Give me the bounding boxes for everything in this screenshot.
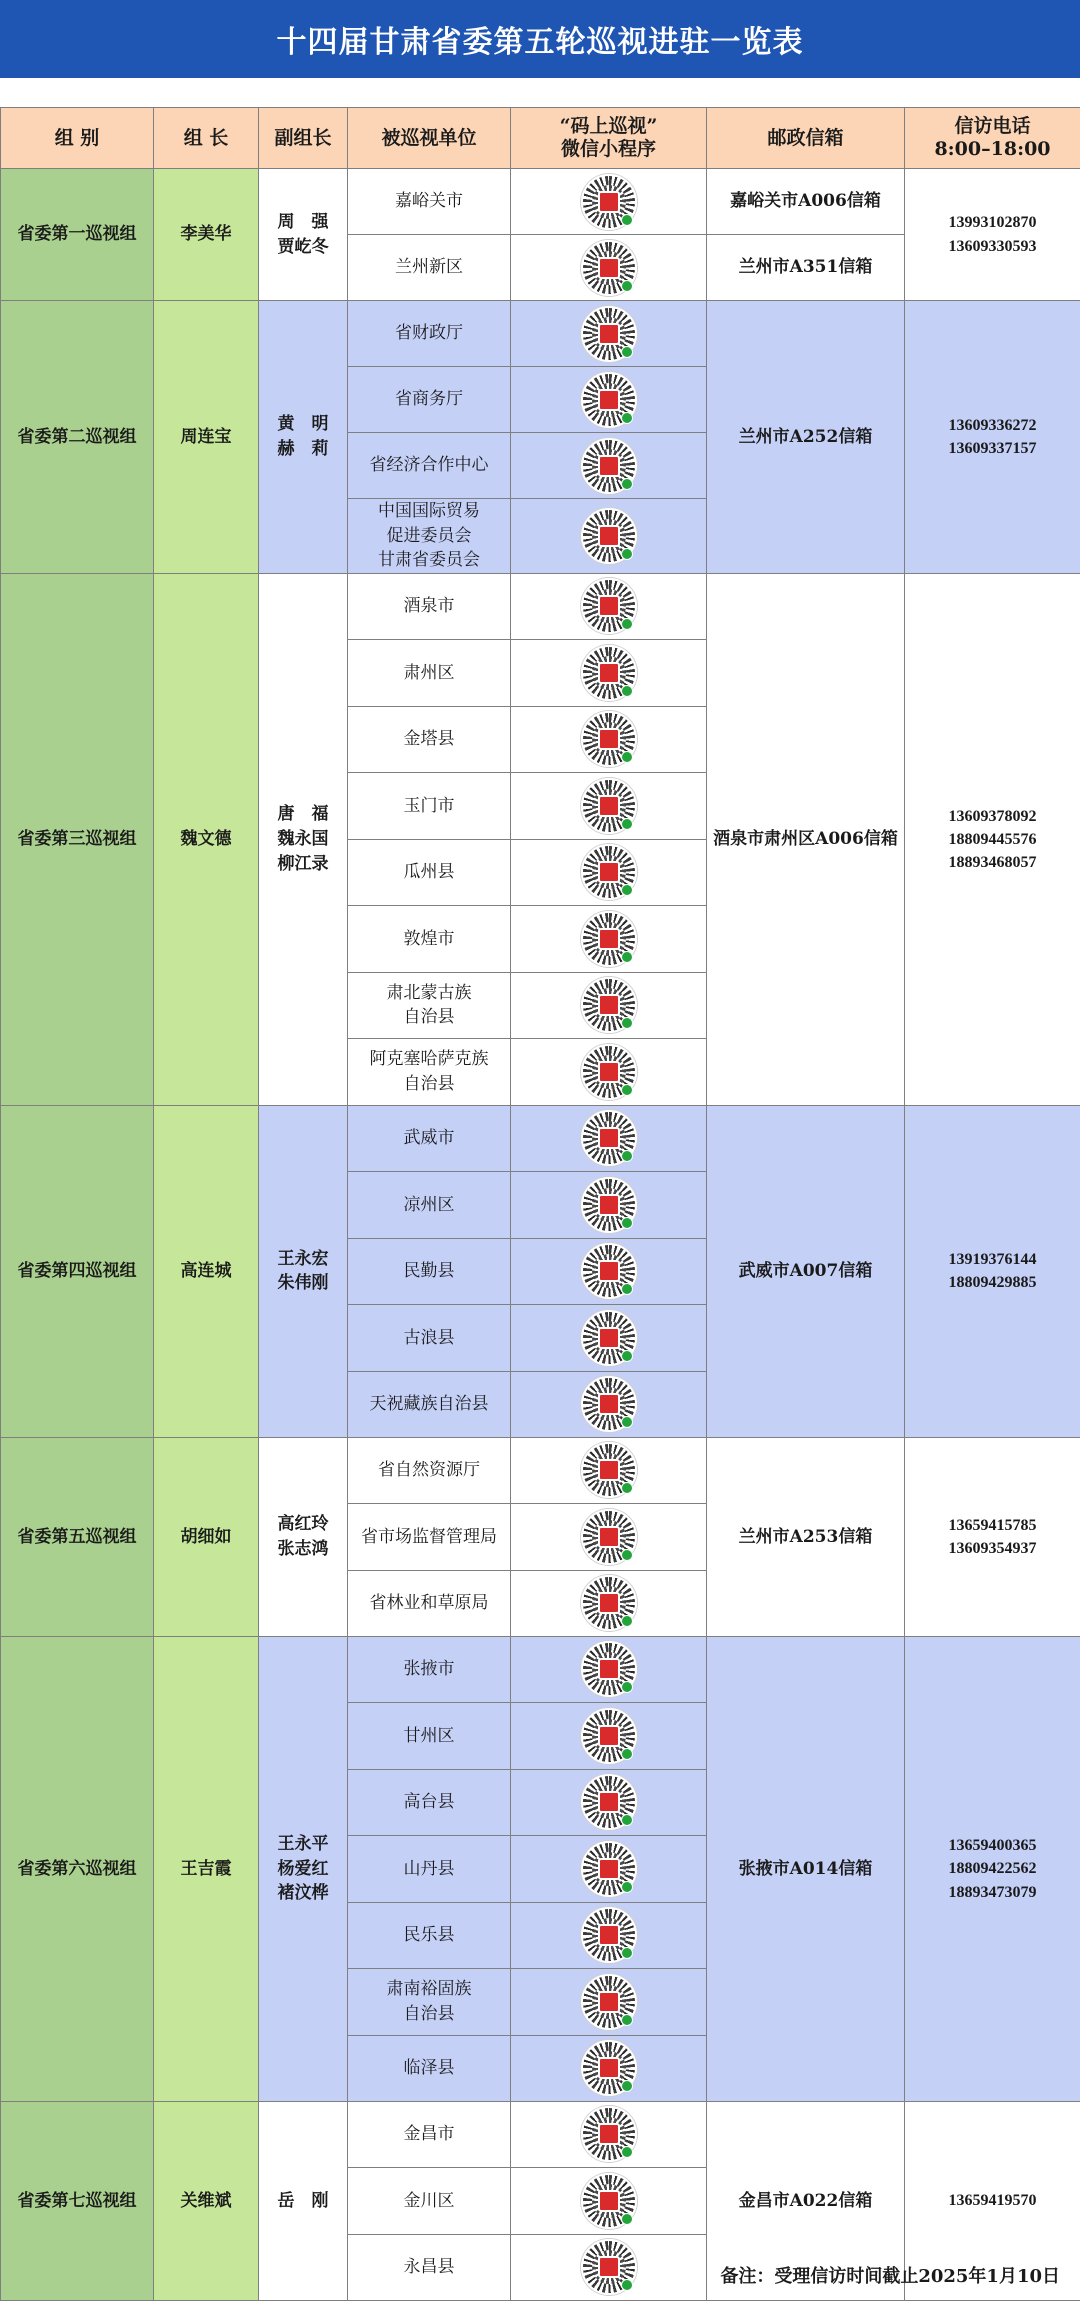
wechat-mini-program-qr-code-icon[interactable] — [581, 2106, 637, 2162]
qr-center-logo-icon — [598, 2190, 620, 2212]
inspected-unit — [348, 235, 511, 301]
qr-center-logo-icon — [598, 1459, 620, 1481]
qr-cell — [511, 1968, 707, 2035]
inspected-unit-line: 省自然资源厅 — [378, 1460, 480, 1481]
petition-phone-number: 18893468057 — [948, 854, 1037, 872]
wechat-mini-program-qr-code-icon[interactable] — [581, 1641, 637, 1697]
deputy-leader-name: 张志鸿 — [277, 1538, 329, 1559]
deputy-leader-name: 朱伟刚 — [277, 1273, 329, 1294]
deputy-leader-name: 周 强 — [277, 211, 329, 232]
qr-center-logo-icon — [598, 1725, 620, 1747]
petition-phone-number: 13609336272 — [948, 416, 1037, 434]
petition-phones — [905, 573, 1080, 1105]
postal-mailbox: 嘉峪关市A006信箱 — [707, 169, 905, 235]
qr-cell — [511, 1570, 707, 1636]
wechat-check-icon — [621, 2080, 633, 2092]
inspected-unit — [348, 1902, 511, 1968]
wechat-check-icon — [621, 1017, 633, 1029]
deputy-leaders — [259, 301, 348, 574]
wechat-check-icon — [621, 1947, 633, 1959]
inspected-unit-line: 武威市 — [403, 1128, 455, 1149]
wechat-check-icon — [621, 751, 633, 763]
group-name: 省委第七巡视组 — [1, 2101, 154, 2300]
inspected-unit-line: 兰州新区 — [395, 257, 463, 278]
qr-cell — [511, 706, 707, 772]
inspected-unit — [348, 1238, 511, 1304]
qr-cell — [511, 839, 707, 905]
qr-center-logo-icon — [598, 323, 620, 345]
inspected-unit-line: 天祝藏族自治县 — [369, 1394, 489, 1415]
qr-center-logo-icon — [598, 1592, 620, 1614]
wechat-mini-program-qr-code-icon[interactable] — [581, 1708, 637, 1764]
qr-center-logo-icon — [598, 1791, 620, 1813]
wechat-check-icon — [621, 478, 633, 490]
qr-center-logo-icon — [598, 595, 620, 617]
qr-cell — [511, 972, 707, 1038]
inspected-unit-line: 民乐县 — [403, 1925, 455, 1946]
qr-cell — [511, 367, 707, 433]
group-name: 省委第三巡视组 — [1, 573, 154, 1105]
qr-center-logo-icon — [598, 994, 620, 1016]
wechat-mini-program-qr-code-icon[interactable] — [581, 911, 637, 967]
deputy-leader-name: 杨爱红 — [277, 1858, 329, 1879]
deputy-leader-name: 魏永国 — [277, 829, 329, 850]
wechat-check-icon — [621, 1681, 633, 1693]
qr-center-logo-icon — [598, 1260, 620, 1282]
petition-phone-number: 13609330593 — [948, 237, 1037, 255]
inspected-unit-line: 玉门市 — [403, 795, 455, 816]
deputy-leaders — [259, 169, 348, 301]
petition-phone-number: 13609337157 — [948, 439, 1037, 457]
wechat-check-icon — [621, 1416, 633, 1428]
inspected-unit — [348, 169, 511, 235]
inspected-unit-line: 永昌县 — [403, 2257, 455, 2278]
header-deputy: 副组长 — [259, 108, 348, 169]
inspected-unit-line: 肃州区 — [403, 662, 455, 683]
petition-phone-number: 18809429885 — [948, 1274, 1037, 1292]
petition-phones — [905, 1105, 1080, 1437]
deputy-leader-name: 高红玲 — [277, 1514, 329, 1535]
qr-center-logo-icon — [598, 2057, 620, 2079]
wechat-mini-program-qr-code-icon[interactable] — [581, 645, 637, 701]
wechat-mini-program-qr-code-icon[interactable] — [581, 306, 637, 362]
deputy-leader-name: 赫 莉 — [277, 438, 329, 459]
header-phone-line1: 信访电话 — [954, 115, 1031, 138]
deputy-leader-name: 贾屹冬 — [277, 236, 329, 257]
inspected-unit-line: 瓜州县 — [403, 862, 455, 883]
wechat-mini-program-qr-code-icon[interactable] — [581, 1774, 637, 1830]
header-phone-line2: 8:00–18:00 — [934, 138, 1051, 160]
wechat-check-icon — [621, 412, 633, 424]
inspected-unit-line: 省林业和草原局 — [369, 1593, 489, 1614]
wechat-mini-program-qr-code-icon[interactable] — [581, 1575, 637, 1631]
qr-center-logo-icon — [598, 728, 620, 750]
inspection-roster-table — [0, 107, 1080, 2301]
wechat-mini-program-qr-code-icon[interactable] — [581, 1243, 637, 1299]
inspected-unit-line: 民勤县 — [403, 1261, 455, 1282]
group-name: 省委第四巡视组 — [1, 1105, 154, 1437]
deputy-leader-name: 柳江录 — [277, 853, 329, 874]
postal-mailbox: 兰州市A253信箱 — [707, 1437, 905, 1636]
inspected-unit — [348, 639, 511, 706]
wechat-check-icon — [621, 884, 633, 896]
wechat-mini-program-qr-code-icon[interactable] — [581, 2173, 637, 2229]
inspected-unit-line: 促进委员会 — [386, 525, 472, 546]
wechat-check-icon — [621, 346, 633, 358]
inspected-unit-line: 嘉峪关市 — [395, 191, 463, 212]
wechat-check-icon — [621, 1615, 633, 1627]
inspected-unit-line: 甘肃省委员会 — [378, 550, 480, 571]
inspected-unit-line: 山丹县 — [403, 1858, 455, 1879]
inspected-unit — [348, 706, 511, 772]
inspected-unit-line: 中国国际贸易 — [378, 501, 480, 521]
group-leader: 周连宝 — [154, 301, 259, 574]
wechat-mini-program-qr-code-icon[interactable] — [581, 438, 637, 494]
inspected-unit-line: 敦煌市 — [403, 928, 455, 949]
inspected-unit-line: 肃北蒙古族 — [386, 982, 472, 1003]
deputy-leaders — [259, 573, 348, 1105]
inspected-unit — [348, 2167, 511, 2234]
deputy-leader-name: 王永平 — [277, 1833, 329, 1854]
deputy-leader-name: 岳 刚 — [277, 2190, 329, 2211]
qr-cell — [511, 1769, 707, 1835]
qr-center-logo-icon — [598, 1194, 620, 1216]
inspected-unit — [348, 301, 511, 367]
qr-center-logo-icon — [598, 257, 620, 279]
inspected-unit-line: 酒泉市 — [403, 596, 455, 617]
wechat-check-icon — [621, 618, 633, 630]
qr-cell — [511, 1636, 707, 1702]
inspected-unit-line: 高台县 — [403, 1792, 455, 1813]
inspected-unit — [348, 1835, 511, 1902]
wechat-mini-program-qr-code-icon[interactable] — [581, 174, 637, 230]
wechat-check-icon — [621, 1350, 633, 1362]
wechat-mini-program-qr-code-icon[interactable] — [581, 1110, 637, 1166]
wechat-check-icon — [621, 1881, 633, 1893]
qr-cell — [511, 1702, 707, 1769]
wechat-mini-program-qr-code-icon[interactable] — [581, 1907, 637, 1963]
qr-cell — [511, 1304, 707, 1371]
qr-cell — [511, 1105, 707, 1171]
wechat-mini-program-qr-code-icon[interactable] — [581, 711, 637, 767]
petition-phone-number: 13609378092 — [948, 807, 1037, 825]
wechat-check-icon — [621, 2014, 633, 2026]
qr-center-logo-icon — [598, 1526, 620, 1548]
qr-center-logo-icon — [598, 1658, 620, 1680]
wechat-mini-program-qr-code-icon[interactable] — [581, 1310, 637, 1366]
qr-center-logo-icon — [598, 525, 620, 547]
inspected-unit — [348, 1304, 511, 1371]
wechat-mini-program-qr-code-icon[interactable] — [581, 2040, 637, 2096]
header-post: 邮政信箱 — [707, 108, 905, 169]
wechat-mini-program-qr-code-icon[interactable] — [581, 1442, 637, 1498]
header-phone — [905, 108, 1080, 169]
table-row — [1, 1105, 1080, 1171]
qr-cell — [511, 1437, 707, 1503]
deputy-leader-name: 唐 福 — [277, 804, 329, 825]
inspected-unit — [348, 2035, 511, 2101]
petition-phone-number: 18809445576 — [948, 830, 1037, 848]
qr-cell — [511, 1503, 707, 1570]
qr-cell — [511, 1902, 707, 1968]
postal-mailbox: 兰州市A351信箱 — [707, 235, 905, 301]
header-leader: 组 长 — [154, 108, 259, 169]
wechat-mini-program-qr-code-icon[interactable] — [581, 844, 637, 900]
inspected-unit-line: 金塔县 — [403, 729, 455, 750]
wechat-check-icon — [621, 818, 633, 830]
qr-center-logo-icon — [598, 1858, 620, 1880]
wechat-check-icon — [621, 1084, 633, 1096]
inspected-unit — [348, 367, 511, 433]
inspected-unit — [348, 1769, 511, 1835]
table-row — [1, 1636, 1080, 1702]
group-name: 省委第一巡视组 — [1, 169, 154, 301]
inspected-unit-line: 省商务厅 — [395, 389, 463, 410]
qr-cell — [511, 639, 707, 706]
qr-center-logo-icon — [598, 861, 620, 883]
wechat-mini-program-qr-code-icon[interactable] — [581, 240, 637, 296]
inspected-unit — [348, 1437, 511, 1503]
qr-cell — [511, 1171, 707, 1238]
qr-center-logo-icon — [598, 1924, 620, 1946]
table-row — [1, 1437, 1080, 1503]
wechat-check-icon — [621, 548, 633, 560]
postal-mailbox: 酒泉市肃州区A006信箱 — [707, 573, 905, 1105]
wechat-mini-program-qr-code-icon[interactable] — [581, 372, 637, 428]
wechat-check-icon — [621, 1217, 633, 1229]
deputy-leaders — [259, 1105, 348, 1437]
group-leader: 王吉霞 — [154, 1636, 259, 2101]
deputy-leaders — [259, 1636, 348, 2101]
petition-phone-number: 13609354937 — [948, 1539, 1037, 1557]
qr-center-logo-icon — [598, 2256, 620, 2278]
wechat-check-icon — [621, 1748, 633, 1760]
inspected-unit-line: 凉州区 — [403, 1194, 455, 1215]
petition-phone-number: 18893473079 — [948, 1883, 1037, 1901]
qr-center-logo-icon — [598, 455, 620, 477]
wechat-check-icon — [621, 1283, 633, 1295]
postal-mailbox: 金昌市A022信箱 — [707, 2101, 905, 2300]
header-qr-line2: 微信小程序 — [560, 138, 656, 160]
inspected-unit — [348, 1105, 511, 1171]
wechat-mini-program-qr-code-icon[interactable] — [581, 1376, 637, 1432]
deputy-leaders — [259, 2101, 348, 2300]
petition-phone-number: 13659400365 — [948, 1837, 1037, 1855]
postal-mailbox: 兰州市A252信箱 — [707, 301, 905, 574]
wechat-mini-program-qr-code-icon[interactable] — [581, 508, 637, 564]
qr-center-logo-icon — [598, 928, 620, 950]
wechat-mini-program-qr-code-icon[interactable] — [581, 1841, 637, 1897]
deputy-leaders — [259, 1437, 348, 1636]
wechat-check-icon — [621, 214, 633, 226]
petition-phones — [905, 301, 1080, 574]
inspected-unit — [348, 1038, 511, 1105]
inspected-unit — [348, 433, 511, 499]
wechat-mini-program-qr-code-icon[interactable] — [581, 2239, 637, 2295]
inspected-unit — [348, 1570, 511, 1636]
qr-cell — [511, 1038, 707, 1105]
wechat-check-icon — [621, 1482, 633, 1494]
qr-center-logo-icon — [598, 1393, 620, 1415]
deputy-leader-name: 褚汶桦 — [277, 1883, 329, 1904]
qr-cell — [511, 2035, 707, 2101]
inspected-unit-line: 古浪县 — [403, 1327, 455, 1348]
inspected-unit-line: 阿克塞哈萨克族 — [369, 1049, 489, 1070]
group-leader: 魏文德 — [154, 573, 259, 1105]
inspected-unit-line: 金川区 — [403, 2190, 455, 2211]
inspected-unit-line: 自治县 — [403, 1073, 455, 1094]
qr-center-logo-icon — [598, 795, 620, 817]
wechat-check-icon — [621, 685, 633, 697]
qr-center-logo-icon — [598, 1127, 620, 1149]
postal-mailbox: 武威市A007信箱 — [707, 1105, 905, 1437]
table-row — [1, 169, 1080, 235]
inspected-unit-line: 肃南裕固族 — [386, 1979, 472, 2000]
inspected-unit — [348, 772, 511, 839]
petition-phones — [905, 169, 1080, 301]
qr-cell — [511, 905, 707, 972]
postal-mailbox: 张掖市A014信箱 — [707, 1636, 905, 2101]
inspected-unit — [348, 2101, 511, 2167]
qr-cell — [511, 2101, 707, 2167]
petition-phones — [905, 1636, 1080, 2101]
inspected-unit — [348, 972, 511, 1038]
wechat-check-icon — [621, 2279, 633, 2291]
inspected-unit — [348, 1503, 511, 1570]
petition-phone-number: 13659419570 — [948, 2192, 1037, 2210]
inspected-unit — [348, 839, 511, 905]
qr-center-logo-icon — [598, 1061, 620, 1083]
inspected-unit-line: 甘州区 — [403, 1725, 455, 1746]
inspected-unit — [348, 1371, 511, 1437]
qr-center-logo-icon — [598, 662, 620, 684]
qr-cell — [511, 235, 707, 301]
qr-center-logo-icon — [598, 1991, 620, 2013]
wechat-check-icon — [621, 1549, 633, 1561]
qr-cell — [511, 2167, 707, 2234]
qr-cell — [511, 1371, 707, 1437]
wechat-check-icon — [621, 1814, 633, 1826]
wechat-check-icon — [621, 951, 633, 963]
deputy-leader-name: 王永宏 — [277, 1248, 329, 1269]
qr-cell — [511, 301, 707, 367]
inspected-unit-line: 省财政厅 — [395, 323, 463, 344]
wechat-check-icon — [621, 2146, 633, 2158]
group-leader: 关维斌 — [154, 2101, 259, 2300]
header-group: 组 别 — [1, 108, 154, 169]
qr-center-logo-icon — [598, 2123, 620, 2145]
wechat-mini-program-qr-code-icon[interactable] — [581, 977, 637, 1033]
footnote: 备注：受理信访时间截止2025年1月10日 — [720, 2266, 1060, 2287]
table-row — [1, 2101, 1080, 2167]
wechat-check-icon — [621, 1150, 633, 1162]
qr-cell — [511, 169, 707, 235]
inspected-unit-line: 省经济合作中心 — [369, 455, 489, 476]
qr-cell — [511, 1238, 707, 1304]
qr-cell — [511, 573, 707, 639]
header-qr-line1: “码上巡视” — [559, 115, 658, 138]
roster-body — [1, 169, 1080, 2301]
petition-phone-number: 13993102870 — [948, 214, 1037, 232]
table-header-row — [1, 108, 1080, 169]
table-row — [1, 301, 1080, 367]
group-leader: 高连城 — [154, 1105, 259, 1437]
inspected-unit-line: 临泽县 — [403, 2058, 455, 2079]
group-name: 省委第二巡视组 — [1, 301, 154, 574]
inspected-unit-line: 自治县 — [403, 1007, 455, 1028]
inspected-unit — [348, 905, 511, 972]
header-unit: 被巡视单位 — [348, 108, 511, 169]
group-name: 省委第六巡视组 — [1, 1636, 154, 2101]
qr-cell — [511, 499, 707, 574]
group-name: 省委第五巡视组 — [1, 1437, 154, 1636]
wechat-mini-program-qr-code-icon[interactable] — [581, 1177, 637, 1233]
inspected-unit — [348, 1968, 511, 2035]
inspected-unit — [348, 499, 511, 574]
inspected-unit-line: 张掖市 — [403, 1659, 455, 1680]
deputy-leader-name: 黄 明 — [277, 414, 329, 435]
wechat-mini-program-qr-code-icon[interactable] — [581, 778, 637, 834]
header-qr — [511, 108, 707, 169]
inspected-unit — [348, 573, 511, 639]
petition-phone-number: 18809422562 — [948, 1860, 1037, 1878]
qr-cell — [511, 433, 707, 499]
group-leader: 李美华 — [154, 169, 259, 301]
qr-center-logo-icon — [598, 389, 620, 411]
inspected-unit — [348, 1636, 511, 1702]
inspected-unit-line: 省市场监督管理局 — [361, 1526, 497, 1547]
petition-phones — [905, 1437, 1080, 1636]
group-leader: 胡细如 — [154, 1437, 259, 1636]
inspected-unit — [348, 1702, 511, 1769]
page-title: 十四届甘肃省委第五轮巡视进驻一览表 — [0, 0, 1080, 78]
qr-cell — [511, 772, 707, 839]
qr-center-logo-icon — [598, 191, 620, 213]
qr-center-logo-icon — [598, 1327, 620, 1349]
inspected-unit — [348, 2234, 511, 2300]
wechat-mini-program-qr-code-icon[interactable] — [581, 1044, 637, 1100]
qr-cell — [511, 2234, 707, 2300]
inspected-unit — [348, 1171, 511, 1238]
wechat-mini-program-qr-code-icon[interactable] — [581, 1509, 637, 1565]
wechat-check-icon — [621, 280, 633, 292]
petition-phone-number: 13919376144 — [948, 1251, 1037, 1269]
table-row — [1, 573, 1080, 639]
inspected-unit-line: 自治县 — [403, 2003, 455, 2024]
qr-cell — [511, 1835, 707, 1902]
petition-phone-number: 13659415785 — [948, 1516, 1037, 1534]
wechat-check-icon — [621, 2213, 633, 2225]
wechat-mini-program-qr-code-icon[interactable] — [581, 1974, 637, 2030]
wechat-mini-program-qr-code-icon[interactable] — [581, 578, 637, 634]
inspected-unit-line: 金昌市 — [403, 2124, 455, 2145]
